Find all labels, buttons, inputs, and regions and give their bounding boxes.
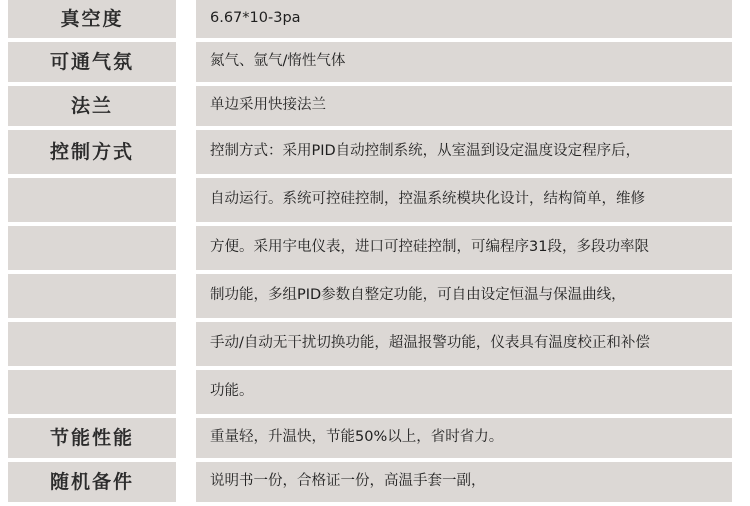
row-label-cell-empty <box>8 226 176 270</box>
row-value-cell <box>196 178 732 222</box>
row-label-cell <box>8 462 176 502</box>
row-value-text: 6.67*10-3pa <box>210 10 301 27</box>
table-row <box>0 130 750 178</box>
row-value-text: 重量轻，升温快，节能50%以上，省时省力。 <box>210 429 504 446</box>
row-value-text: 制功能，多组PID参数自整定功能，可自由设定恒温与保温曲线， <box>210 287 626 304</box>
row-label-cell <box>8 418 176 458</box>
row-value-cell <box>196 370 732 414</box>
row-value-text: 说明书一份，合格证一份，高温手套一副， <box>210 473 486 490</box>
row-value-text: 方便。采用宇电仪表，进口可控硅控制，可编程序31段，多段功率限 <box>210 239 649 256</box>
table-row <box>0 418 750 462</box>
row-label-cell-empty <box>8 370 176 414</box>
row-value-cell <box>196 418 732 458</box>
row-label-text: 节能性能 <box>49 426 134 449</box>
row-label-text: 控制方式 <box>49 140 134 163</box>
table-row <box>0 462 750 506</box>
table-row <box>0 42 750 86</box>
row-label-cell <box>8 0 176 38</box>
table-row <box>0 274 750 322</box>
row-label-text: 随机备件 <box>49 470 134 493</box>
row-label-text: 法兰 <box>70 94 113 117</box>
row-value-cell <box>196 462 732 502</box>
table-row <box>0 322 750 370</box>
row-value-text: 功能。 <box>210 383 254 400</box>
table-row <box>0 370 750 418</box>
table-row <box>0 86 750 130</box>
row-value-text: 控制方式：采用PID自动控制系统，从室温到设定温度设定程序后， <box>210 143 641 160</box>
row-label-text: 真空度 <box>60 7 124 30</box>
row-label-cell <box>8 86 176 126</box>
table-row <box>0 178 750 226</box>
table-row <box>0 0 750 42</box>
row-label-text: 可通气氛 <box>49 50 134 73</box>
row-value-cell <box>196 0 732 38</box>
row-value-cell <box>196 86 732 126</box>
row-value-text: 自动运行。系统可控硅控制，控温系统模块化设计，结构简单，维修 <box>210 191 645 208</box>
row-value-text: 手动/自动无干扰切换功能，超温报警功能，仪表具有温度校正和补偿 <box>210 335 650 352</box>
table-row <box>0 226 750 274</box>
row-label-cell <box>8 42 176 82</box>
row-label-cell <box>8 130 176 174</box>
row-value-cell <box>196 42 732 82</box>
row-value-cell <box>196 322 732 366</box>
row-label-cell-empty <box>8 274 176 318</box>
row-label-cell-empty <box>8 322 176 366</box>
row-label-cell-empty <box>8 178 176 222</box>
row-value-cell <box>196 226 732 270</box>
row-value-cell <box>196 274 732 318</box>
row-value-text: 单边采用快接法兰 <box>210 97 326 114</box>
row-value-text: 氮气、氩气/惰性气体 <box>210 53 346 70</box>
row-value-cell <box>196 130 732 174</box>
